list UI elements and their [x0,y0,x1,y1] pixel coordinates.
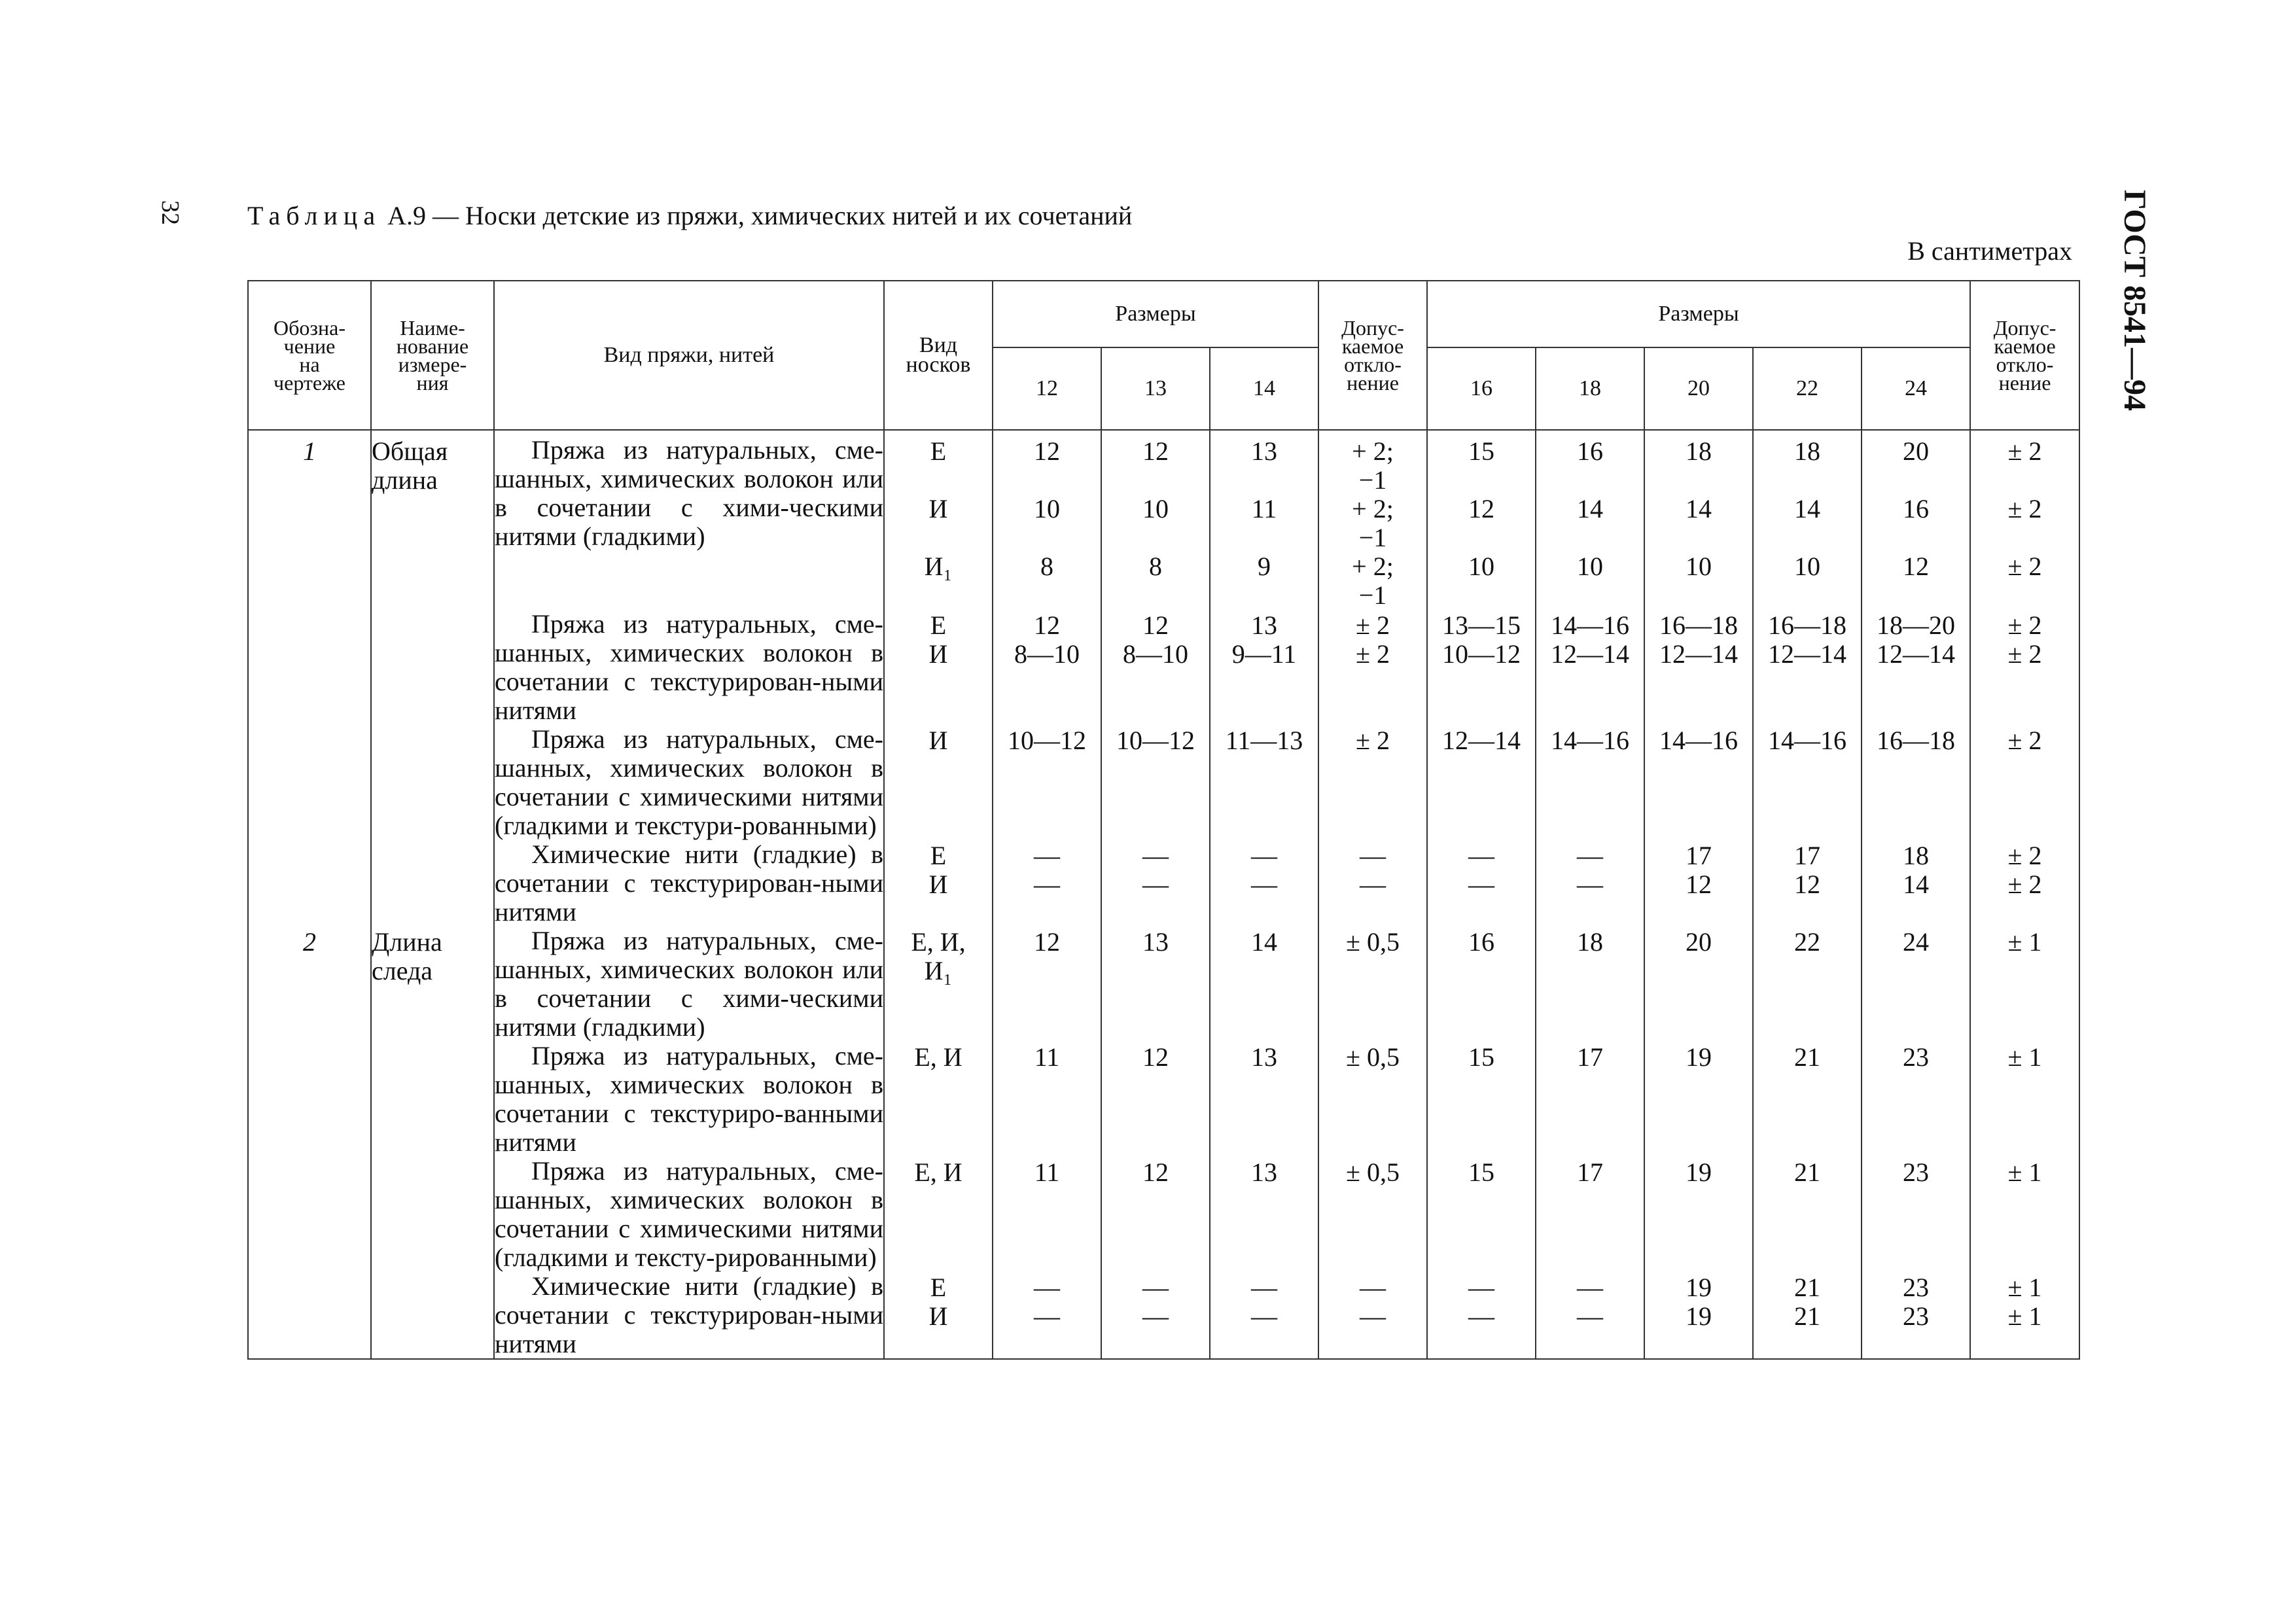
designation-cell: 1 [248,436,371,610]
table-row [248,1042,2079,1157]
tolerance-1-cell: ± 0,5 [1318,1157,1427,1272]
size-22-cell: 21 [1753,1157,1862,1272]
size-12-cell: 10—12 [993,725,1101,840]
yarn-type-text: Пряжа из натуральных, сме-шанных, химических волокон или в сочетании с хими-ческими нитями (гладкими) [495,435,883,551]
tolerance-1-cell: + 2; −1 + 2; −1 + 2; −1 [1318,436,1427,610]
yarn-type-text: Пряжа из натуральных, сме-шанных, химических волокон в сочетании с текстурирован-ными нитями [495,609,883,725]
standard-label: ГОСТ 8541—94 [2117,190,2152,411]
size-16-cell: — — [1427,1272,1536,1359]
header-tolerance-2: Допус- каемое отклo- нение [1970,281,2079,430]
size-14-cell: — — [1210,1272,1318,1359]
size-14-cell: — — [1210,840,1318,927]
size-16-cell: 13—15 10—12 [1427,610,1536,725]
size-16-cell: 15 [1427,1157,1536,1272]
size-12-cell: 12 [993,927,1101,1042]
size-22-cell: 22 [1753,927,1862,1042]
tolerance-2-cell: ± 2 ± 2 [1970,610,2079,725]
table-body [248,430,2079,1359]
size-22-cell: 17 12 [1753,840,1862,927]
tolerance-2-cell: ± 2 ± 2 ± 2 [1970,436,2079,610]
sock-type-cell: Е, И [884,1157,993,1272]
header-size-24: 24 [1862,347,1970,430]
size-20-cell: 14—16 [1644,725,1753,840]
header-size-20: 20 [1644,347,1753,430]
size-22-cell: 14—16 [1753,725,1862,840]
size-20-cell: 16—18 12—14 [1644,610,1753,725]
size-13-cell: 12 8—10 [1101,610,1210,725]
size-18-cell: 14—16 [1536,725,1644,840]
size-13-cell: — — [1101,1272,1210,1359]
table-title-text: А.9 — Носки детские из пряжи, химических нитей и их сочетаний [387,201,1133,230]
size-20-cell: 19 19 [1644,1272,1753,1359]
tolerance-2-cell: ± 1 [1970,1042,2079,1157]
size-12-cell: — — [993,840,1101,927]
size-18-cell: 17 [1536,1157,1644,1272]
size-14-cell: 13 11 9 [1210,436,1318,610]
size-12-cell: 12 8—10 [993,610,1101,725]
header-sock-type: Вид носков [884,281,993,430]
header-size-13: 13 [1101,347,1210,430]
header-yarn-type: Вид пряжи, нитей [494,281,884,430]
measure-name-cell [371,1272,494,1359]
table-row [248,1272,2079,1359]
size-12-cell: 11 [993,1157,1101,1272]
tolerance-2-cell: ± 2 [1970,725,2079,840]
size-24-cell: 16—18 [1862,725,1970,840]
measure-name-cell [371,840,494,927]
table-row [248,436,2079,610]
yarn-type-cell [494,725,884,840]
header-designation: Обозна- чение на чертеже [248,281,371,430]
size-14-cell: 11—13 [1210,725,1318,840]
sock-type-cell: Е И [884,840,993,927]
tolerance-2-cell: ± 1 [1970,1157,2079,1272]
header-size-18: 18 [1536,347,1644,430]
size-16-cell: 15 [1427,1042,1536,1157]
size-13-cell: 12 10 8 [1101,436,1210,610]
tolerance-2-cell: ± 2 ± 2 [1970,840,2079,927]
sock-type-cell: Е, И, И₁ [884,927,993,1042]
sock-type-cell: Е И И₁ [884,436,993,610]
size-18-cell: 17 [1536,1042,1644,1157]
size-22-cell: 18 14 10 [1753,436,1862,610]
size-20-cell: 18 14 10 [1644,436,1753,610]
designation-cell [248,1272,371,1359]
size-16-cell: 12—14 [1427,725,1536,840]
units-note: В сантиметрах [1907,236,2072,266]
size-16-cell: 16 [1427,927,1536,1042]
designation-cell [248,725,371,840]
table-row [248,725,2079,840]
designation-cell [248,840,371,927]
table-title [247,200,1132,231]
page-number: 32 [156,200,184,225]
yarn-type-cell [494,840,884,927]
header-sizes-1: Размеры [993,281,1318,347]
designation-cell: 2 [248,927,371,1042]
size-22-cell: 21 [1753,1042,1862,1157]
size-14-cell: 13 [1210,1042,1318,1157]
designation-cell [248,610,371,725]
yarn-type-text: Пряжа из натуральных, сме-шанных, химических волокон в сочетании с химическими нитями (гладкими и текстури-рованными) [495,724,883,840]
table-title-lead: Таблица [247,201,381,230]
yarn-type-text: Пряжа из натуральных, сме-шанных, химических волокон в сочетании с текстуриро-ванными нитями [495,1041,883,1157]
size-24-cell: 24 [1862,927,1970,1042]
size-16-cell: 15 12 10 [1427,436,1536,610]
yarn-type-text: Пряжа из натуральных, сме-шанных, химических волокон в сочетании с химическими нитями (гладкими и тексту-рированными) [495,1156,883,1272]
table-row [248,840,2079,927]
yarn-type-cell [494,610,884,725]
size-24-cell: 18 14 [1862,840,1970,927]
measure-name-cell [371,1042,494,1157]
size-24-cell: 23 23 [1862,1272,1970,1359]
tolerance-2-cell: ± 1 [1970,927,2079,1042]
tolerance-1-cell: ± 2 ± 2 [1318,610,1427,725]
size-13-cell: 10—12 [1101,725,1210,840]
tolerance-2-cell: ± 1 ± 1 [1970,1272,2079,1359]
yarn-type-text: Пряжа из натуральных, сме-шанных, химических волокон или в сочетании с хими-ческими нитями (гладкими) [495,926,883,1042]
yarn-type-text: Химические нити (гладкие) в сочетании с текстурирован-ными нитями [495,839,883,927]
measure-name-cell: Общая длина [371,436,494,610]
size-18-cell: — — [1536,840,1644,927]
yarn-type-cell [494,436,884,610]
header-tolerance-1: Допус- каемое откло- нение [1318,281,1427,430]
yarn-type-cell [494,1272,884,1359]
size-18-cell: — — [1536,1272,1644,1359]
measure-name-cell [371,725,494,840]
table-row [248,610,2079,725]
size-13-cell: — — [1101,840,1210,927]
measure-name-cell [371,1157,494,1272]
size-24-cell: 18—20 12—14 [1862,610,1970,725]
tolerance-1-cell: ± 2 [1318,725,1427,840]
size-20-cell: 19 [1644,1042,1753,1157]
size-12-cell: 12 10 8 [993,436,1101,610]
header-size-12: 12 [993,347,1101,430]
sock-type-cell: Е И [884,610,993,725]
measure-name-cell: Длина следа [371,927,494,1042]
header-size-16: 16 [1427,347,1536,430]
size-18-cell: 16 14 10 [1536,436,1644,610]
size-20-cell: 20 [1644,927,1753,1042]
sizes-table [247,280,2080,1360]
size-22-cell: 21 21 [1753,1272,1862,1359]
size-16-cell: — — [1427,840,1536,927]
sock-type-cell: И [884,725,993,840]
size-13-cell: 13 [1101,927,1210,1042]
designation-cell [248,1157,371,1272]
tolerance-1-cell: ± 0,5 [1318,927,1427,1042]
header-measure-name: Наиме- нование измере- ния [371,281,494,430]
sock-type-cell: Е И [884,1272,993,1359]
size-13-cell: 12 [1101,1042,1210,1157]
tolerance-1-cell: — — [1318,840,1427,927]
header-size-14: 14 [1210,347,1318,430]
header-sizes-2: Размеры [1427,281,1970,347]
yarn-type-cell [494,1042,884,1157]
size-14-cell: 13 [1210,1157,1318,1272]
designation-cell [248,1042,371,1157]
size-14-cell: 14 [1210,927,1318,1042]
size-12-cell: 11 [993,1042,1101,1157]
yarn-type-text: Химические нити (гладкие) в сочетании с текстурирован-ными нитями [495,1271,883,1358]
size-20-cell: 19 [1644,1157,1753,1272]
tolerance-1-cell: — — [1318,1272,1427,1359]
yarn-type-cell [494,927,884,1042]
tolerance-1-cell: ± 0,5 [1318,1042,1427,1157]
measure-name-cell [371,610,494,725]
sock-type-cell: Е, И [884,1042,993,1157]
size-22-cell: 16—18 12—14 [1753,610,1862,725]
table-row [248,1157,2079,1272]
size-18-cell: 18 [1536,927,1644,1042]
size-24-cell: 20 16 12 [1862,436,1970,610]
size-12-cell: — — [993,1272,1101,1359]
size-24-cell: 23 [1862,1157,1970,1272]
size-13-cell: 12 [1101,1157,1210,1272]
size-24-cell: 23 [1862,1042,1970,1157]
header-size-22: 22 [1753,347,1862,430]
table-row [248,927,2079,1042]
size-14-cell: 13 9—11 [1210,610,1318,725]
size-20-cell: 17 12 [1644,840,1753,927]
yarn-type-cell [494,1157,884,1272]
size-18-cell: 14—16 12—14 [1536,610,1644,725]
